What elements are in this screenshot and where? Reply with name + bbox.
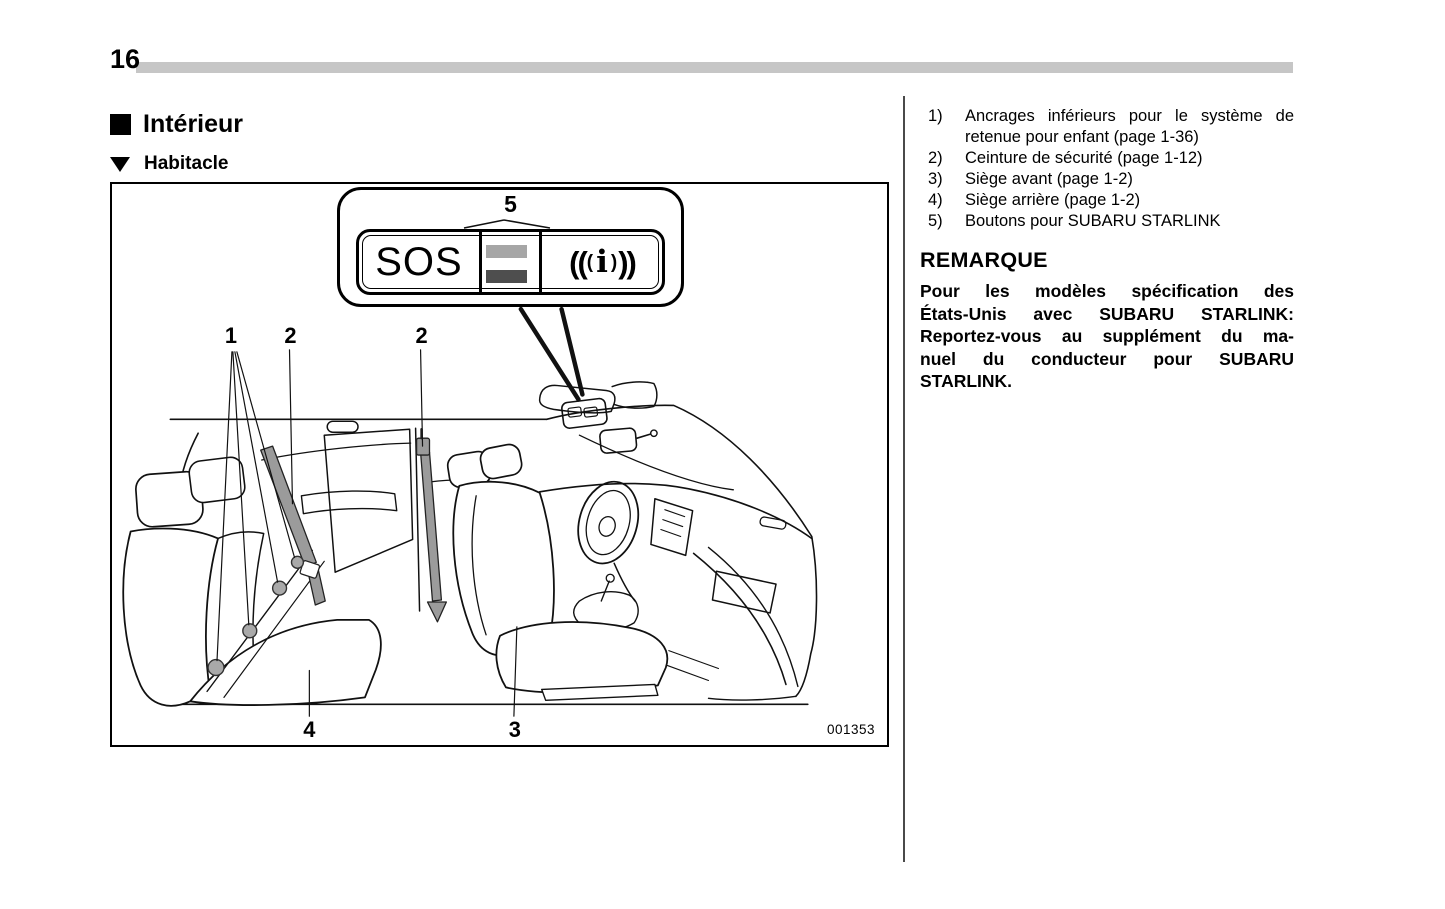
- signal-arc-right-small-icon: ): [610, 251, 618, 273]
- mic-bar-light: [486, 245, 527, 258]
- subsection-heading: [110, 153, 228, 175]
- note-line: Pour les modèles spécification des: [920, 281, 1294, 301]
- list-item: [920, 106, 1294, 148]
- interior-illustration: [110, 182, 889, 747]
- note-title: REMARQUE: [920, 248, 1048, 272]
- list-item-line: Ceinture de sécurité (page 1-12): [965, 149, 1203, 167]
- list-item-text: [965, 106, 1294, 148]
- list-item-number: 1): [928, 107, 943, 125]
- triangle-down-icon: [110, 157, 130, 172]
- list-item-text: [965, 148, 1294, 169]
- list-item-number: 5): [928, 212, 943, 230]
- signal-arc-left-icon: ((: [569, 244, 586, 280]
- note-line: nuel du conducteur pour SUBARU: [920, 348, 1294, 369]
- sos-button: SOS: [375, 239, 463, 284]
- info-call-button: [542, 232, 662, 292]
- figure-code: 001353: [826, 722, 875, 737]
- note-line: STARLINK.: [920, 371, 1013, 391]
- list-item-number: 2): [928, 149, 943, 167]
- signal-arc-right-icon: )): [618, 244, 635, 280]
- list-item-text: [965, 169, 1294, 190]
- legend-list: [920, 106, 1294, 232]
- callout-1: 1: [224, 322, 237, 348]
- list-item-line: Siège arrière (page 1-2): [965, 191, 1141, 209]
- sunvisor-icon: [540, 382, 657, 413]
- starlink-button-panel: [356, 229, 665, 295]
- header-rule: [136, 62, 1293, 73]
- subsection-title: Habitacle: [144, 153, 229, 174]
- list-item-line: Boutons pour SUBARU STARLINK: [965, 212, 1221, 230]
- note-line: États-Unis avec SUBARU STARLINK:: [920, 303, 1294, 324]
- mic-bar-dark: [486, 270, 527, 283]
- list-item-number: 4): [928, 191, 943, 209]
- list-item-line: Siège avant (page 1-2): [965, 170, 1133, 188]
- callout-3: 3: [508, 717, 521, 743]
- section-heading: [110, 110, 243, 139]
- section-title: Intérieur: [143, 110, 244, 138]
- list-item-line: Ancrages inférieurs pour le système de: [965, 107, 1294, 125]
- list-item: [920, 169, 1294, 190]
- callout-2-front: 2: [415, 322, 428, 348]
- section-marker-icon: [110, 114, 131, 135]
- note-line: Reportez-vous au supplément du ma-: [920, 326, 1294, 346]
- info-i-icon: i: [596, 243, 608, 280]
- list-item: [920, 211, 1294, 232]
- list-item-text: [965, 211, 1294, 232]
- list-item-text: [965, 190, 1294, 211]
- list-item-number: 3): [928, 170, 943, 188]
- page-number: 16: [110, 44, 141, 74]
- note-paragraph: [920, 280, 1294, 393]
- front-door-panel: [694, 516, 798, 700]
- rearview-mirror-icon: [599, 428, 657, 454]
- panel-divider: [479, 229, 482, 295]
- callout-4: 4: [303, 717, 316, 743]
- list-item-line: retenue pour enfant (page 1-36): [965, 128, 1199, 146]
- rear-seat: [123, 456, 381, 706]
- list-item: [920, 190, 1294, 211]
- signal-arc-left-small-icon: (: [586, 251, 594, 273]
- list-item: [920, 148, 1294, 169]
- front-seat: [446, 443, 667, 701]
- column-divider: [903, 96, 905, 862]
- callout-2-rear: 2: [284, 322, 297, 348]
- starlink-inset-callout: [337, 187, 684, 307]
- callout-5: 5: [504, 191, 517, 217]
- steering-wheel-icon: [569, 475, 647, 571]
